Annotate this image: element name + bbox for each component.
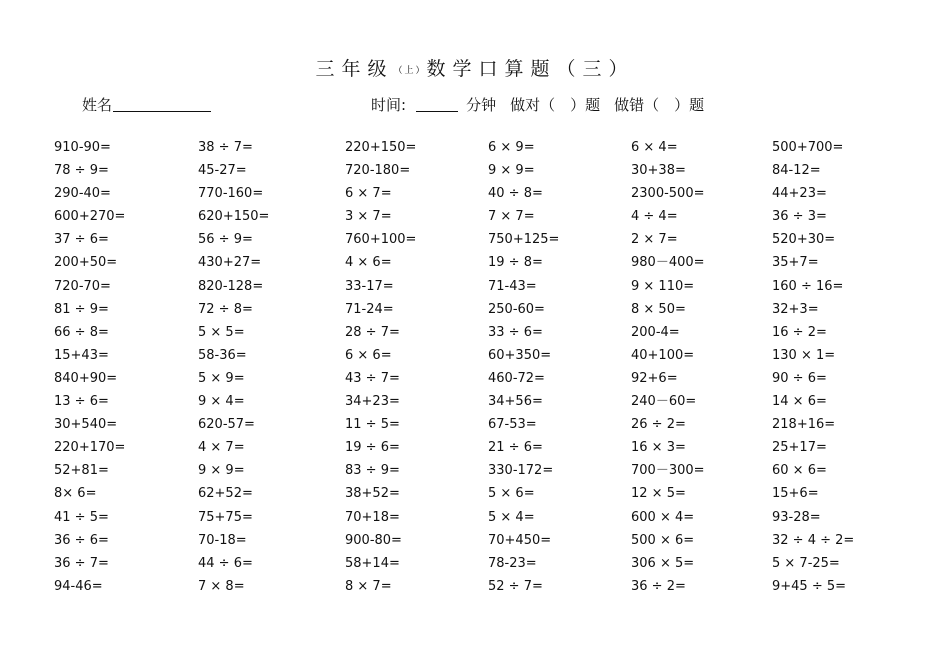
problem-item: 83 ÷ 9= (345, 463, 400, 479)
problem-item: 130 × 1= (772, 347, 836, 363)
problem-item: 600+270= (54, 209, 126, 225)
problem-item: 11 ÷ 5= (345, 417, 400, 433)
minutes-label: 分钟 (466, 96, 497, 114)
problem-item: 760+100= (345, 232, 417, 248)
problem-item: 60+350= (488, 347, 552, 363)
problem-item: 71-43= (488, 278, 537, 294)
problem-item: 35+7= (772, 255, 819, 271)
problem-item: 2300-500= (631, 186, 705, 202)
problem-item: 460-72= (488, 370, 545, 386)
problem-item: 5 × 4= (488, 509, 535, 525)
problem-item: 40 ÷ 8= (488, 186, 543, 202)
problem-item: 220+150= (345, 140, 417, 155)
wrong-count-label: 做错（ ）题 (614, 96, 705, 114)
problem-item: 52+81= (54, 463, 109, 479)
problem-item: 2 × 7= (631, 232, 678, 248)
problem-item: 78-23= (488, 555, 537, 571)
problem-item: 8× 6= (54, 486, 97, 502)
problem-item: 910-90= (54, 140, 111, 155)
problem-item: 62+52= (198, 486, 253, 502)
problem-item: 44 ÷ 6= (198, 555, 253, 571)
problem-item: 56 ÷ 9= (198, 232, 253, 248)
problem-item: 306 × 5= (631, 555, 695, 571)
problem-item: 9 × 4= (198, 394, 245, 410)
problem-item: 15+43= (54, 347, 109, 363)
time-blank-line[interactable] (416, 97, 458, 112)
problem-item: 6 × 4= (631, 140, 678, 155)
problem-item: 4 × 6= (345, 255, 392, 271)
problem-item: 5 × 7-25= (772, 555, 840, 571)
problem-item: 9 × 9= (488, 163, 535, 179)
problem-item: 84-12= (772, 163, 821, 179)
problem-item: 9+45 ÷ 5= (772, 578, 847, 594)
problem-item: 34+23= (345, 394, 400, 410)
problem-item: 71-24= (345, 301, 394, 317)
problem-item: 770-160= (198, 186, 264, 202)
problem-item: 72 ÷ 8= (198, 301, 253, 317)
problem-item: 58-36= (198, 347, 247, 363)
problem-item: 250-60= (488, 301, 545, 317)
problem-item: 4 × 7= (198, 440, 245, 456)
problem-column (345, 136, 485, 598)
problem-item: 30+38= (631, 163, 686, 179)
problem-item: 13 ÷ 6= (54, 394, 109, 410)
problem-item: 7 × 8= (198, 578, 245, 594)
problem-item: 330-172= (488, 463, 554, 479)
name-blank-line[interactable] (113, 97, 211, 112)
problem-item: 720-70= (54, 278, 111, 294)
problem-item: 14 × 6= (772, 394, 827, 410)
problem-item: 16 × 3= (631, 440, 686, 456)
problem-item: 290-40= (54, 186, 111, 202)
problem-item: 67-53= (488, 417, 537, 433)
problem-column (488, 136, 628, 598)
problem-item: 30+540= (54, 417, 118, 433)
problem-item: 66 ÷ 8= (54, 324, 109, 340)
problem-item: 6 × 7= (345, 186, 392, 202)
correct-count-label: 做对（ ）题 (510, 96, 601, 114)
problem-item: 500 × 6= (631, 532, 695, 548)
problem-item: 94-46= (54, 578, 103, 594)
problem-item: 40+100= (631, 347, 695, 363)
problem-item: 620+150= (198, 209, 270, 225)
problem-item: 4 ÷ 4= (631, 209, 678, 225)
problem-item: 5 × 6= (488, 486, 535, 502)
problem-item: 750+125= (488, 232, 560, 248)
problem-item: 900-80= (345, 532, 402, 548)
problem-item: 9 × 9= (198, 463, 245, 479)
problem-item: 33-17= (345, 278, 394, 294)
name-field (82, 94, 211, 114)
problem-item: 620-57= (198, 417, 255, 433)
problem-item: 220+170= (54, 440, 126, 456)
problem-item: 78 ÷ 9= (54, 163, 109, 179)
time-label: 时间: (371, 96, 407, 114)
problem-item: 25+17= (772, 440, 827, 456)
name-label: 姓名 (82, 96, 113, 114)
problem-item: 36 ÷ 6= (54, 532, 109, 548)
problem-item: 200+50= (54, 255, 118, 271)
title-main: 三年级 (315, 58, 394, 80)
problem-item: 70+18= (345, 509, 400, 525)
problem-item: 34+56= (488, 394, 543, 410)
problem-item: 3 × 7= (345, 209, 392, 225)
problem-item: 92+6= (631, 370, 678, 386)
problem-item: 8 × 7= (345, 578, 392, 594)
problem-item: 90 ÷ 6= (772, 370, 827, 386)
problem-item: 980－400= (631, 255, 705, 271)
problem-item: 240－60= (631, 394, 697, 410)
problem-item: 28 ÷ 7= (345, 324, 400, 340)
problem-column (772, 136, 912, 598)
problem-item: 60 × 6= (772, 463, 827, 479)
problem-item: 200-4= (631, 324, 680, 340)
problem-item: 36 ÷ 3= (772, 209, 827, 225)
problem-item: 9 × 110= (631, 278, 695, 294)
problem-item: 600 × 4= (631, 509, 695, 525)
problem-column (198, 136, 338, 598)
problem-item: 5 × 5= (198, 324, 245, 340)
problem-item: 44+23= (772, 186, 827, 202)
problem-item: 6 × 6= (345, 347, 392, 363)
problem-item: 37 ÷ 6= (54, 232, 109, 248)
problem-item: 38 ÷ 7= (198, 140, 253, 155)
problem-item: 36 ÷ 7= (54, 555, 109, 571)
problem-item: 21 ÷ 6= (488, 440, 543, 456)
problem-item: 430+27= (198, 255, 262, 271)
problem-item: 840+90= (54, 370, 118, 386)
score-info (371, 94, 704, 114)
problem-item: 160 ÷ 16= (772, 278, 844, 294)
problem-item: 52 ÷ 7= (488, 578, 543, 594)
problem-item: 700－300= (631, 463, 705, 479)
problem-item: 81 ÷ 9= (54, 301, 109, 317)
problem-column (631, 136, 771, 598)
problem-item: 41 ÷ 5= (54, 509, 109, 525)
problem-item: 32 ÷ 4 ÷ 2= (772, 532, 855, 548)
problem-item: 820-128= (198, 278, 264, 294)
title-rest: 数学口算题（三） (426, 58, 635, 80)
problem-column (54, 136, 194, 598)
problem-item: 26 ÷ 2= (631, 417, 686, 433)
problem-item: 720-180= (345, 163, 411, 179)
page-title (0, 54, 950, 81)
problem-item: 38+52= (345, 486, 400, 502)
problem-item: 218+16= (772, 417, 836, 433)
problem-item: 5 × 9= (198, 370, 245, 386)
problem-item: 15+6= (772, 486, 819, 502)
problem-item: 43 ÷ 7= (345, 370, 400, 386)
title-sub: （上） (393, 66, 427, 76)
problem-item: 6 × 9= (488, 140, 535, 155)
problem-item: 12 × 5= (631, 486, 686, 502)
problem-item: 19 ÷ 8= (488, 255, 543, 271)
problem-item: 520+30= (772, 232, 836, 248)
problem-item: 58+14= (345, 555, 400, 571)
problem-item: 19 ÷ 6= (345, 440, 400, 456)
problem-item: 500+700= (772, 140, 844, 155)
problem-item: 93-28= (772, 509, 821, 525)
problem-item: 7 × 7= (488, 209, 535, 225)
problem-item: 36 ÷ 2= (631, 578, 686, 594)
problem-item: 70+450= (488, 532, 552, 548)
problem-item: 33 ÷ 6= (488, 324, 543, 340)
problem-item: 75+75= (198, 509, 253, 525)
problem-item: 8 × 50= (631, 301, 686, 317)
problem-item: 45-27= (198, 163, 247, 179)
problem-item: 70-18= (198, 532, 247, 548)
problem-item: 16 ÷ 2= (772, 324, 827, 340)
problem-item: 32+3= (772, 301, 819, 317)
